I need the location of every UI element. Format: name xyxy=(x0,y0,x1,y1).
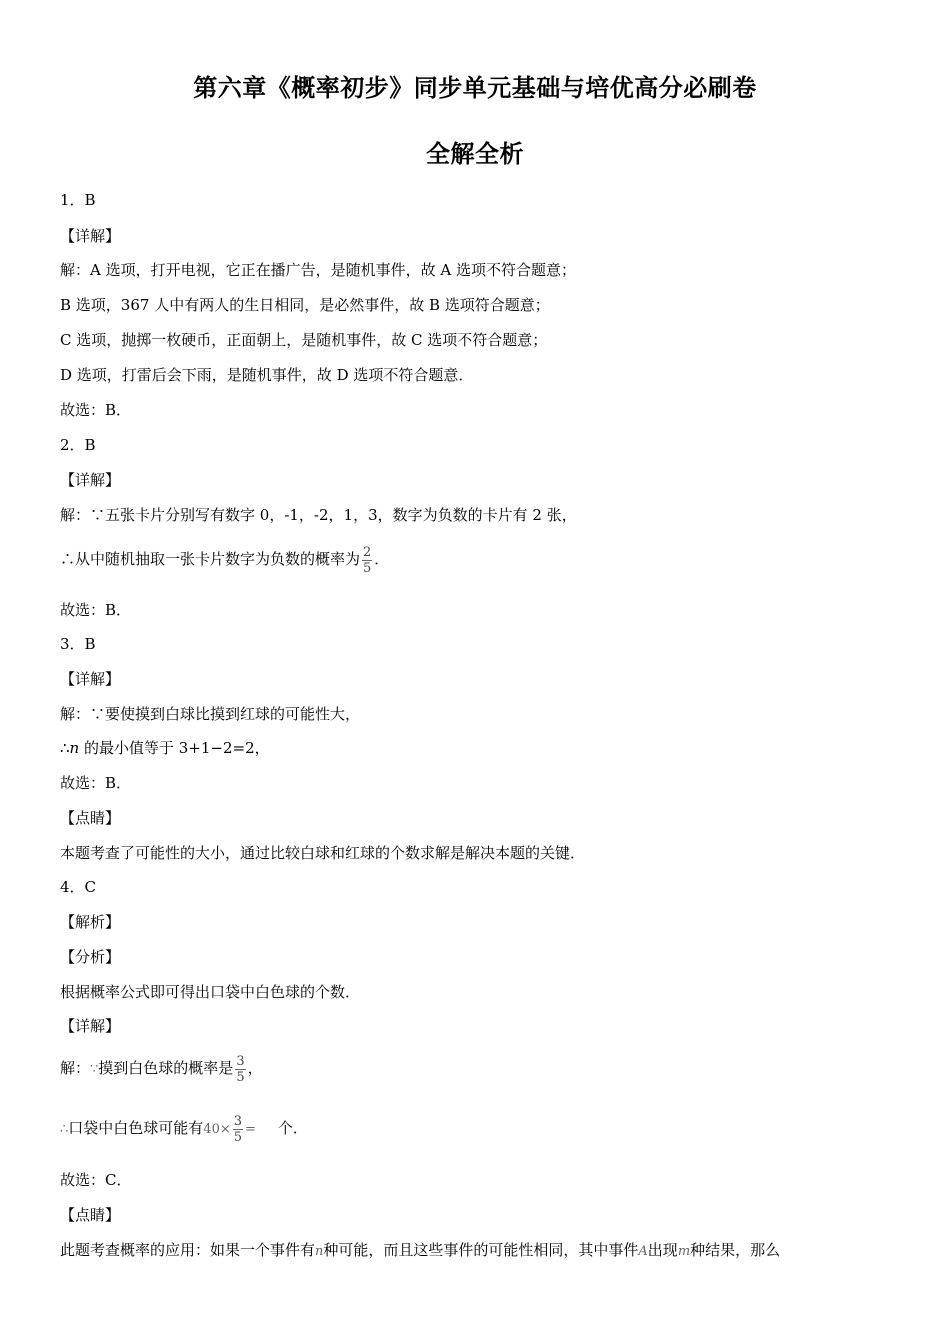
q3-detail-tag: 【详解】 xyxy=(60,670,121,688)
fraction-denominator: 5 xyxy=(233,1129,243,1145)
q4-comment-text-1: 此题考查概率的应用：如果一个事件有 xyxy=(60,1241,316,1259)
q3-line-1: 解：∵要使摸到白球比摸到红球的可能性大， xyxy=(60,705,361,723)
fraction-numerator: 2 xyxy=(363,544,372,560)
q1-line-3: C 选项，抛掷一枚硬币，正面朝上，是随机事件，故 C 选项不符合题意； xyxy=(60,331,548,349)
q4-line-2-text: 口袋中白色球可能有 xyxy=(68,1119,204,1137)
q4-line-2-end: 个． xyxy=(277,1119,308,1137)
q4-heading: 4．C xyxy=(60,878,97,896)
q4-comment-text-4: 种结果，那么 xyxy=(690,1241,781,1259)
q1-line-1: 解：A 选项，打开电视，它正在播广告，是随机事件，故 A 选项不符合题意； xyxy=(60,261,576,279)
q2-detail-tag: 【详解】 xyxy=(60,471,121,489)
variable-m: m xyxy=(677,1244,691,1259)
q2-line-2-text: ∴从中随机抽取一张卡片数字为负数的概率为 xyxy=(60,550,361,568)
q4-comment-tag: 【点睛】 xyxy=(60,1206,121,1224)
q3-answer: 故选：B． xyxy=(60,774,132,792)
because-symbol: ∵ xyxy=(90,1062,99,1077)
variable-a: A xyxy=(638,1244,648,1259)
q4-line-1 xyxy=(60,1048,263,1090)
q1-heading: 1．B xyxy=(60,191,96,209)
q3-line-2-text: 的最小值等于 3+1−2=2， xyxy=(79,739,270,757)
document-title: 第六章《概率初步》同步单元基础与培优高分必刷卷 xyxy=(193,74,757,102)
q3-heading: 3．B xyxy=(60,635,96,653)
q3-comment-tag: 【点睛】 xyxy=(60,809,121,827)
q4-line-2 xyxy=(60,1108,308,1150)
variable-n: n xyxy=(69,739,80,757)
q4-line-1-end: ， xyxy=(247,1059,263,1077)
q1-detail-tag: 【详解】 xyxy=(60,227,121,245)
fraction-denominator: 5 xyxy=(363,560,372,576)
q2-line-2 xyxy=(60,540,389,578)
q4-comment xyxy=(60,1240,780,1262)
q1-answer: 故选：B． xyxy=(60,401,132,419)
q3-line-2 xyxy=(60,738,270,758)
q4-expression: 40× xyxy=(203,1122,231,1137)
document-subtitle: 全解全析 xyxy=(426,140,524,168)
variable-n: n xyxy=(315,1244,324,1259)
equals-sign: = xyxy=(245,1122,256,1137)
q2-line-2-end: ． xyxy=(374,550,390,568)
therefore-symbol: ∴ xyxy=(60,739,70,757)
fraction-numerator: 3 xyxy=(236,1053,245,1069)
q4-comment-text-3: 出现 xyxy=(647,1241,678,1259)
q4-line-1-text: 摸到白色球的概率是 xyxy=(98,1059,234,1077)
q1-line-2: B 选项，367 人中有两人的生日相同，是必然事件，故 B 选项符合题意； xyxy=(60,296,550,314)
q2-answer: 故选：B． xyxy=(60,601,132,619)
q4-fraction-2 xyxy=(233,1114,243,1145)
fraction-numerator: 3 xyxy=(233,1113,243,1129)
q4-answer: 故选：C． xyxy=(60,1171,132,1189)
q4-line-1-prefix: 解： xyxy=(60,1059,91,1077)
q1-line-4: D 选项，打雷后会下雨，是随机事件，故 D 选项不符合题意． xyxy=(60,366,474,384)
q4-analysis-tag: 【解析】 xyxy=(60,913,121,931)
therefore-symbol: ∴ xyxy=(60,1122,69,1137)
q4-fenxi: 根据概率公式即可得出口袋中白色球的个数． xyxy=(60,983,361,1001)
q3-comment: 本题考查了可能性的大小，通过比较白球和红球的个数求解是解决本题的关键． xyxy=(60,844,586,862)
fraction-denominator: 5 xyxy=(236,1069,245,1085)
q4-detail-tag: 【详解】 xyxy=(60,1017,121,1035)
q4-comment-text-2: 种可能，而且这些事件的可能性相同，其中事件 xyxy=(323,1241,639,1259)
q2-fraction xyxy=(362,545,372,576)
q2-line-1: 解：∵五张卡片分别写有数字 0，-1，-2，1，3，数字为负数的卡片有 2 张， xyxy=(60,506,577,524)
q4-fraction-1 xyxy=(235,1054,245,1085)
q2-heading: 2．B xyxy=(60,436,96,454)
q4-fenxi-tag: 【分析】 xyxy=(60,948,121,966)
